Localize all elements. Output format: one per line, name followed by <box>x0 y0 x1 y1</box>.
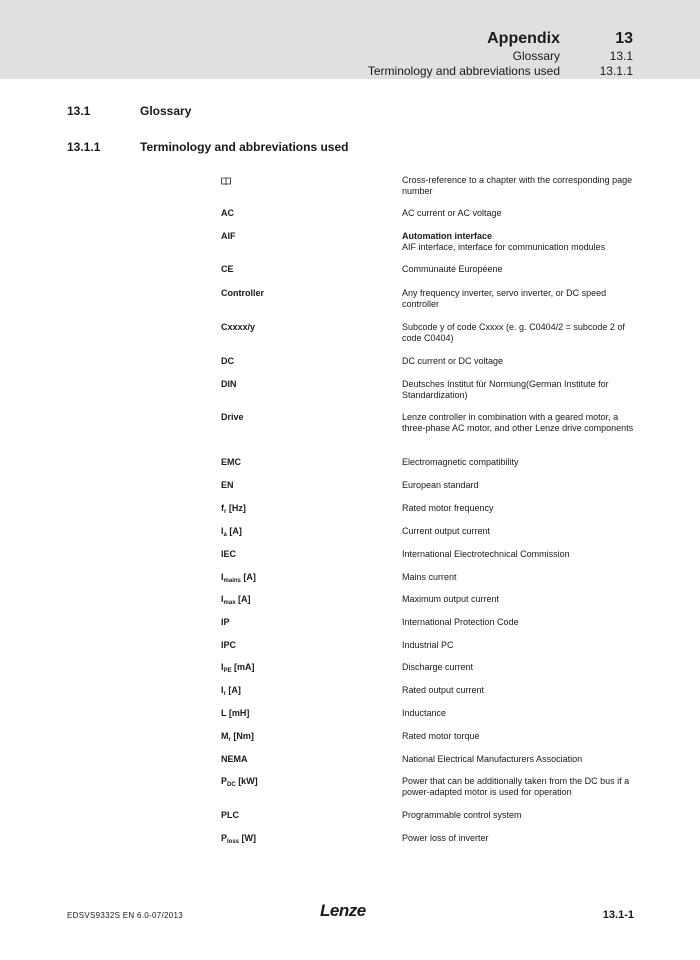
glossary-term: DIN <box>221 379 237 389</box>
header-title: Appendix <box>487 30 560 47</box>
glossary-definition-text: Rated motor frequency <box>402 503 494 513</box>
glossary-definition <box>402 833 642 844</box>
glossary-term-unit: [A] <box>226 526 242 536</box>
glossary-definition <box>402 322 642 344</box>
glossary-definition <box>402 480 642 491</box>
glossary-definition <box>402 754 642 765</box>
glossary-term-unit: [A] <box>235 594 251 604</box>
glossary-definition <box>402 288 642 310</box>
glossary-term-main: I <box>221 594 224 604</box>
glossary-term: CE <box>221 264 234 274</box>
glossary-term-main: P <box>221 833 228 843</box>
glossary-term: Drive <box>221 412 244 422</box>
glossary-definition-text: Inductance <box>402 708 447 718</box>
glossary-term-subscript: loss <box>227 839 240 845</box>
glossary-term-subscript: a <box>223 532 227 538</box>
glossary-definition-text: Subcode y of code Cxxxx (e. g. C0404/2 = subcode 2 of code C0404) <box>402 322 625 343</box>
glossary-term: EMC <box>221 457 241 467</box>
book-icon <box>221 177 231 185</box>
header-subsection-number: 13.1.1 <box>599 64 633 78</box>
glossary-definition-text: Programmable control system <box>402 810 522 820</box>
glossary-term-unit: [mA] <box>231 662 255 672</box>
glossary-term-subscript: max <box>223 600 236 606</box>
glossary-term-main: P <box>221 776 228 786</box>
glossary-definition <box>402 379 642 401</box>
glossary-term-main: M <box>221 731 229 741</box>
glossary-definition <box>402 231 642 253</box>
glossary-definition-text: Mains current <box>402 572 457 582</box>
glossary-term <box>221 685 391 700</box>
glossary-definition-text: Any frequency inverter, servo inverter, or DC speed controller <box>402 288 607 309</box>
glossary-term <box>221 833 391 848</box>
glossary-definition-text: Deutsches Institut für Normung(German Institute for Standardization) <box>402 379 609 400</box>
glossary-term-subscript: mains <box>223 578 241 584</box>
glossary-term <box>221 776 391 791</box>
glossary-term-subscript: r <box>223 691 226 697</box>
glossary-term-unit: [Hz] <box>226 503 246 513</box>
glossary-definition <box>402 685 642 696</box>
glossary-term-main: I <box>221 685 224 695</box>
glossary-term: IEC <box>221 549 237 559</box>
glossary-definition <box>402 526 642 537</box>
glossary-definition <box>402 549 642 560</box>
glossary-term: Cxxxx/y <box>221 322 256 332</box>
glossary-definition <box>402 617 642 628</box>
glossary-term: AIF <box>221 231 236 241</box>
glossary-term <box>221 175 391 186</box>
glossary-term-unit: [A] <box>240 572 256 582</box>
glossary-definition-text: AC current or AC voltage <box>402 208 502 218</box>
glossary-definition-text: Maximum output current <box>402 594 500 604</box>
glossary-term: L [mH] <box>221 708 250 718</box>
glossary-term: PLC <box>221 810 239 820</box>
glossary-definition-text: Cross-reference to a chapter with the corresponding page number <box>402 175 633 196</box>
glossary-definition-text: Industrial PC <box>402 640 454 650</box>
glossary-term <box>221 526 391 541</box>
section-number: 13.1 <box>67 104 91 118</box>
glossary-definition <box>402 457 642 468</box>
header-section-title: Glossary <box>512 49 560 63</box>
glossary-definition-text: Power loss of inverter <box>402 833 489 843</box>
glossary-term: Controller <box>221 288 265 298</box>
glossary-definition-text: AIF interface, interface for communication modules <box>402 242 606 252</box>
glossary-term-main: I <box>221 526 224 536</box>
page-header <box>0 0 700 79</box>
glossary-definition-text: Rated motor torque <box>402 731 480 741</box>
glossary-definition <box>402 572 642 583</box>
glossary-term-unit: [A] <box>225 685 241 695</box>
glossary-term: DC <box>221 356 234 366</box>
glossary-definition <box>402 412 642 434</box>
glossary-term: IP <box>221 617 230 627</box>
glossary-term-unit: [Nm] <box>230 731 254 741</box>
header-subsection-title: Terminology and abbreviations used <box>367 64 560 78</box>
glossary-definition-text: DC current or DC voltage <box>402 356 504 366</box>
glossary-definition-text: Rated output current <box>402 685 485 695</box>
glossary-definition-text: Communauté Européene <box>402 264 503 274</box>
glossary-term: IPC <box>221 640 237 650</box>
glossary-definition <box>402 208 642 219</box>
glossary-definition-text: Lenze controller in combination with a geared motor, a three-phase AC motor, and other Lenze drive components <box>402 412 634 433</box>
glossary-term-unit: [W] <box>239 833 257 843</box>
glossary-term: NEMA <box>221 754 248 764</box>
glossary-term-subscript: PE <box>223 668 232 674</box>
glossary-definition <box>402 594 642 605</box>
glossary-definition <box>402 662 642 673</box>
glossary-definition-text: International Protection Code <box>402 617 519 627</box>
glossary-definition <box>402 640 642 651</box>
glossary-term <box>221 572 391 587</box>
lenze-logo: Lenze <box>320 901 366 920</box>
subsection-title: Terminology and abbreviations used <box>140 140 349 154</box>
document-id: EDSVS9332S EN 6.0-07/2013 <box>67 911 184 920</box>
glossary-term-subscript: r <box>224 509 227 515</box>
glossary-definition <box>402 708 642 719</box>
glossary-definition <box>402 175 642 197</box>
glossary-definition <box>402 731 642 742</box>
glossary-term: AC <box>221 208 234 218</box>
glossary-term <box>221 594 391 609</box>
glossary-definition-text: International Electrotechnical Commission <box>402 549 570 559</box>
page-number: 13.1-1 <box>602 909 634 921</box>
glossary-definition-heading: Automation interface <box>402 231 493 241</box>
glossary-definition-text: National Electrical Manufacturers Association <box>402 754 583 764</box>
glossary-definition-text: Discharge current <box>402 662 474 672</box>
glossary-term-subscript: r <box>228 737 231 743</box>
glossary-definition <box>402 356 642 367</box>
glossary-definition <box>402 264 642 275</box>
glossary-definition-text: European standard <box>402 480 479 490</box>
glossary-term <box>221 731 391 746</box>
glossary-term-main: f <box>221 503 224 513</box>
glossary-term-main: I <box>221 662 224 672</box>
glossary-definition <box>402 810 642 821</box>
glossary-term <box>221 662 391 677</box>
glossary-definition-text: Power that can be additionally taken from the DC bus if a power-adapted motor is used for operation <box>402 776 630 797</box>
header-section-number: 13.1 <box>609 49 633 63</box>
header-chapter-number: 13 <box>615 30 633 47</box>
section-title: Glossary <box>140 104 192 118</box>
glossary-definition-text: Current output current <box>402 526 491 536</box>
glossary-definition <box>402 503 642 514</box>
glossary-definition <box>402 776 642 798</box>
glossary-term: EN <box>221 480 234 490</box>
glossary-term-unit: [kW] <box>235 776 258 786</box>
glossary-definition-text: Electromagnetic compatibility <box>402 457 519 467</box>
glossary-term <box>221 503 391 518</box>
subsection-number: 13.1.1 <box>67 140 101 154</box>
glossary-term-subscript: DC <box>227 782 236 788</box>
glossary-term-main: I <box>221 572 224 582</box>
